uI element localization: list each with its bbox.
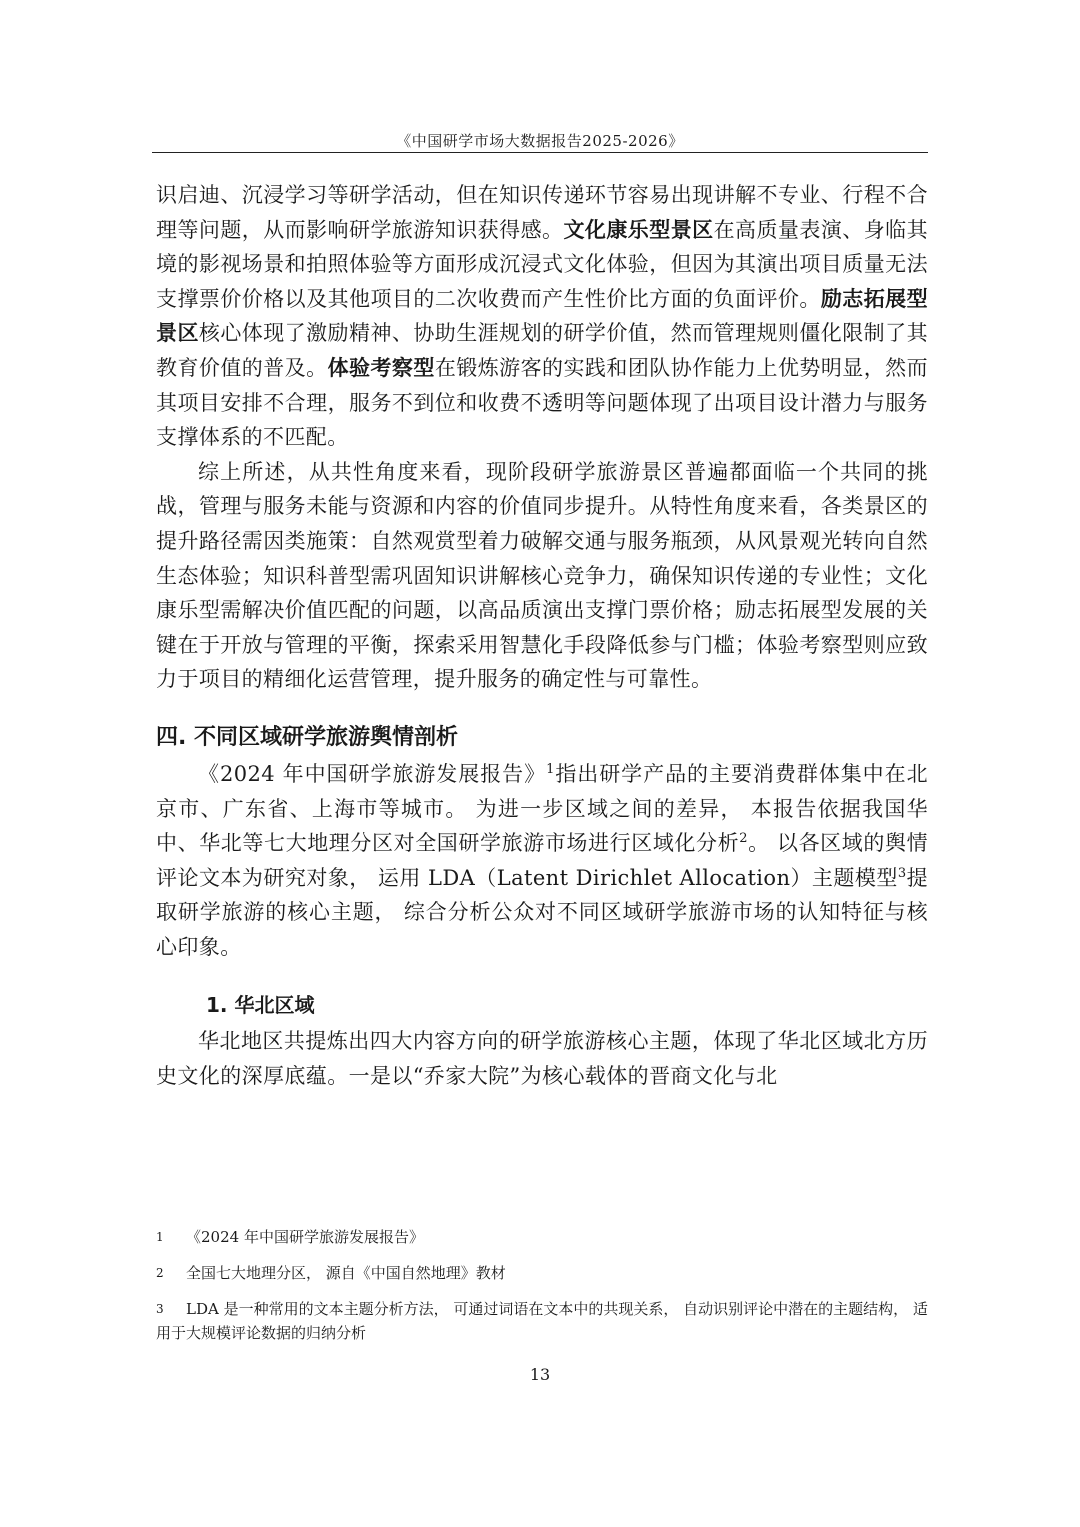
footnote-mark: 3	[156, 1302, 164, 1316]
bold-term: 体验考察型	[327, 354, 435, 380]
footnote-mark: 2	[156, 1266, 164, 1280]
text-run: 识启迪、沉浸学习等研学活动，但在知识传递环节容易出现讲解不专业、行程不合理等问题，从而影响研学旅游知识获得感。	[156, 183, 928, 242]
bold-term: 文化康乐型景区	[563, 216, 714, 242]
running-header: 《中国研学市场大数据报告2025-2026》	[396, 132, 684, 150]
footnote-ref[interactable]: 3	[897, 865, 907, 881]
section-heading: 四. 不同区域研学旅游舆情剖析	[156, 724, 459, 750]
footnote-ref[interactable]: 2	[739, 831, 748, 847]
paragraph-scenic-types	[156, 178, 928, 455]
footnote-mark: 1	[156, 1230, 164, 1244]
footnote-ref[interactable]: 1	[546, 761, 555, 777]
subsection-heading: 1. 华北区域	[206, 993, 315, 1018]
paragraph-summary: 综上所述，从共性角度来看，现阶段研学旅游景区普遍都面临一个共同的挑战，管理与服务未能与资源和内容的价值同步提升。从特性角度来看，各类景区的提升路径需因类施策：自然观赏型着力破解交通与服务瓶颈，从风景观光转向自然生态体验；知识科普型需巩固知识讲解核心竞争力，确保知识传递的专业性；文化康乐型需解决价值匹配的问题，以高品质演出支撑门票价格；励志拓展型发展的关键在于开放与管理的平衡，探索采用智慧化手段降低参与门槛；体验考察型则应致力于项目的精细化运营管理，提升服务的确定性与可靠性。	[156, 459, 928, 692]
bold-term: 励志拓展型景区	[156, 285, 928, 346]
footnote-text: LDA 是一种常用的文本主题分析方法， 可通过词语在文本中的共现关系， 自动识别评论中潜在的主题结构， 适用于大规模评论数据的归纳分析	[156, 1300, 928, 1342]
text-run: 提取研学旅游的核心主题， 综合分析公众对不同区域研学旅游市场的认知特征与核心印象。	[156, 865, 928, 959]
footnote	[156, 1297, 928, 1345]
paragraph-region-intro	[156, 757, 928, 965]
text-run: 在锻炼游客的实践和团队协作能力上优势明显，然而其项目安排不合理，服务不到位和收费不透明等问题体现了出项目设计潜力与服务支撑体系的不匹配。	[156, 355, 929, 450]
body-text	[156, 178, 928, 1094]
footnote-text: 全国七大地理分区， 源自《中国自然地理》教材	[186, 1264, 506, 1282]
footnote-text: 《2024 年中国研学旅游发展报告》	[186, 1228, 424, 1246]
text-run: 核心体现了激励精神、协助生涯规划的研学价值，然而管理规则僵化限制了其教育价值的普及。	[156, 321, 928, 380]
page-number: 13	[529, 1365, 551, 1384]
paragraph-north-china: 华北地区共提炼出四大内容方向的研学旅游核心主题，体现了华北区域北方历史文化的深厚底蕴。一是以“乔家大院”为核心载体的晋商文化与北	[156, 1029, 928, 1089]
text-run: 《2024 年中国研学旅游发展报告》	[198, 761, 547, 786]
text-run: 指出研学产品的主要消费群体集中在北京市、广东省、上海市等城市。 为进一步区域之间的差异， 本报告依据我国华中、华北等七大地理分区对全国研学旅游市场进行区域化分析	[156, 761, 928, 856]
text-run: 在高质量表演、身临其境的影视场景和拍照体验等方面形成沉浸式文化体验，但因为其演出项目质量无法支撑票价价格以及其他项目的二次收费而产生性价比方面的负面评价。	[156, 217, 928, 311]
footnotes	[156, 1225, 928, 1357]
footnote	[156, 1225, 928, 1249]
footnote	[156, 1261, 928, 1285]
header-rule	[152, 152, 928, 153]
text-run: 。 以各区域的舆情评论文本为研究对象， 运用 LDA（Latent Dirichlet Allocation）主题模型	[156, 831, 928, 890]
